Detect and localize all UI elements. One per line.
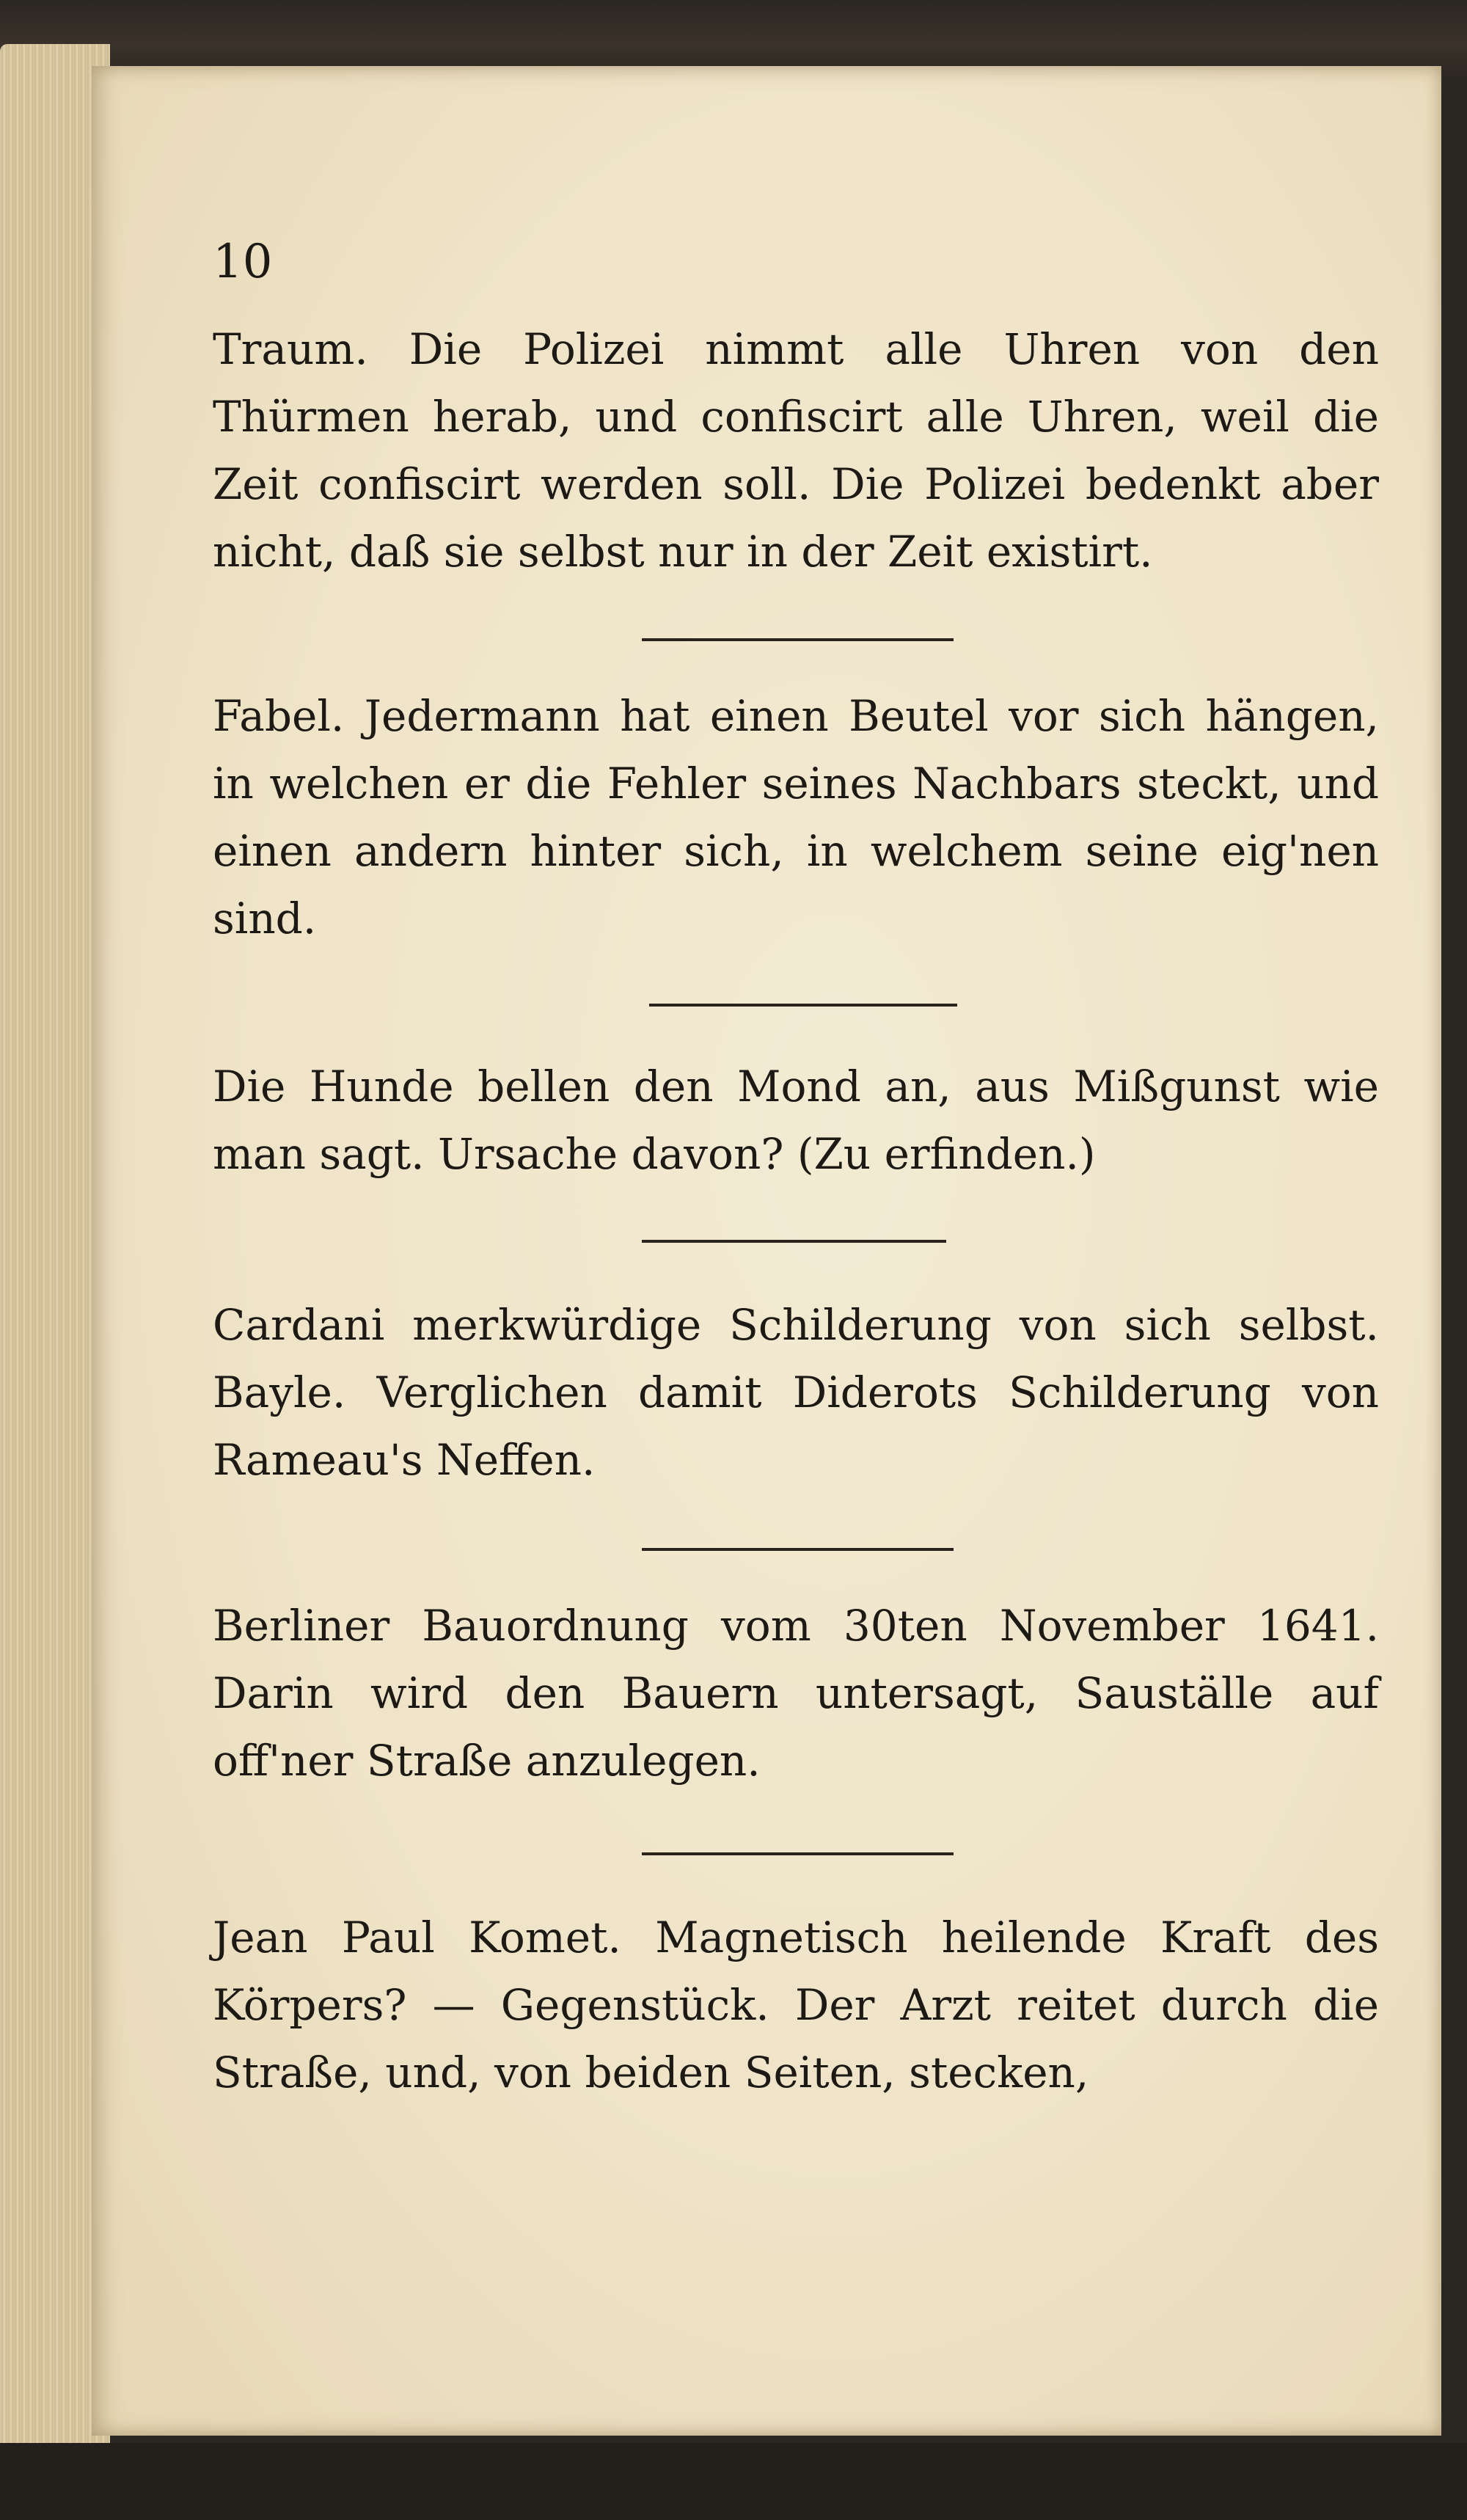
page-number: 10	[213, 235, 273, 289]
section-divider	[642, 638, 954, 641]
section-divider	[642, 1240, 946, 1243]
paragraph-bauordnung: Berliner Bauordnung vom 30ten November 1641. Darin wird den Bauern untersagt, Sauställe auf off'ner Straße anzulegen.	[213, 1601, 1379, 1786]
paragraph-fabel: Fabel. Jedermann hat einen Beutel vor sich hängen, in welchen er die Fehler seines Nachbars steckt, und einen andern hinter sich, in welchem seine eig'nen sind.	[213, 691, 1379, 943]
scan-background-bottom	[0, 2443, 1467, 2520]
paragraph-jean-paul: Jean Paul Komet. Magnetisch heilende Kraft des Körpers? — Gegenstück. Der Arzt reitet durch die Straße, und, von beiden Seiten, stecken,	[213, 1913, 1379, 2097]
paragraph-cardani: Cardani merkwürdige Schilderung von sich selbst. Bayle. Verglichen damit Diderots Schilderung von Rameau's Neffen.	[213, 1300, 1379, 1485]
paragraph-traum: Traum. Die Polizei nimmt alle Uhren von den Thürmen herab, und confiscirt alle Uhren, weil die Zeit confiscirt werden soll. Die Polizei bedenkt aber nicht, daß sie selbst nur in der Zeit existirt.	[213, 324, 1379, 577]
section-divider	[642, 1852, 954, 1855]
section-divider	[642, 1548, 954, 1551]
section-divider	[649, 1004, 957, 1007]
paragraph-hunde: Die Hunde bellen den Mond an, aus Mißgunst wie man sagt. Ursache davon? (Zu erfinden.)	[213, 1062, 1379, 1179]
